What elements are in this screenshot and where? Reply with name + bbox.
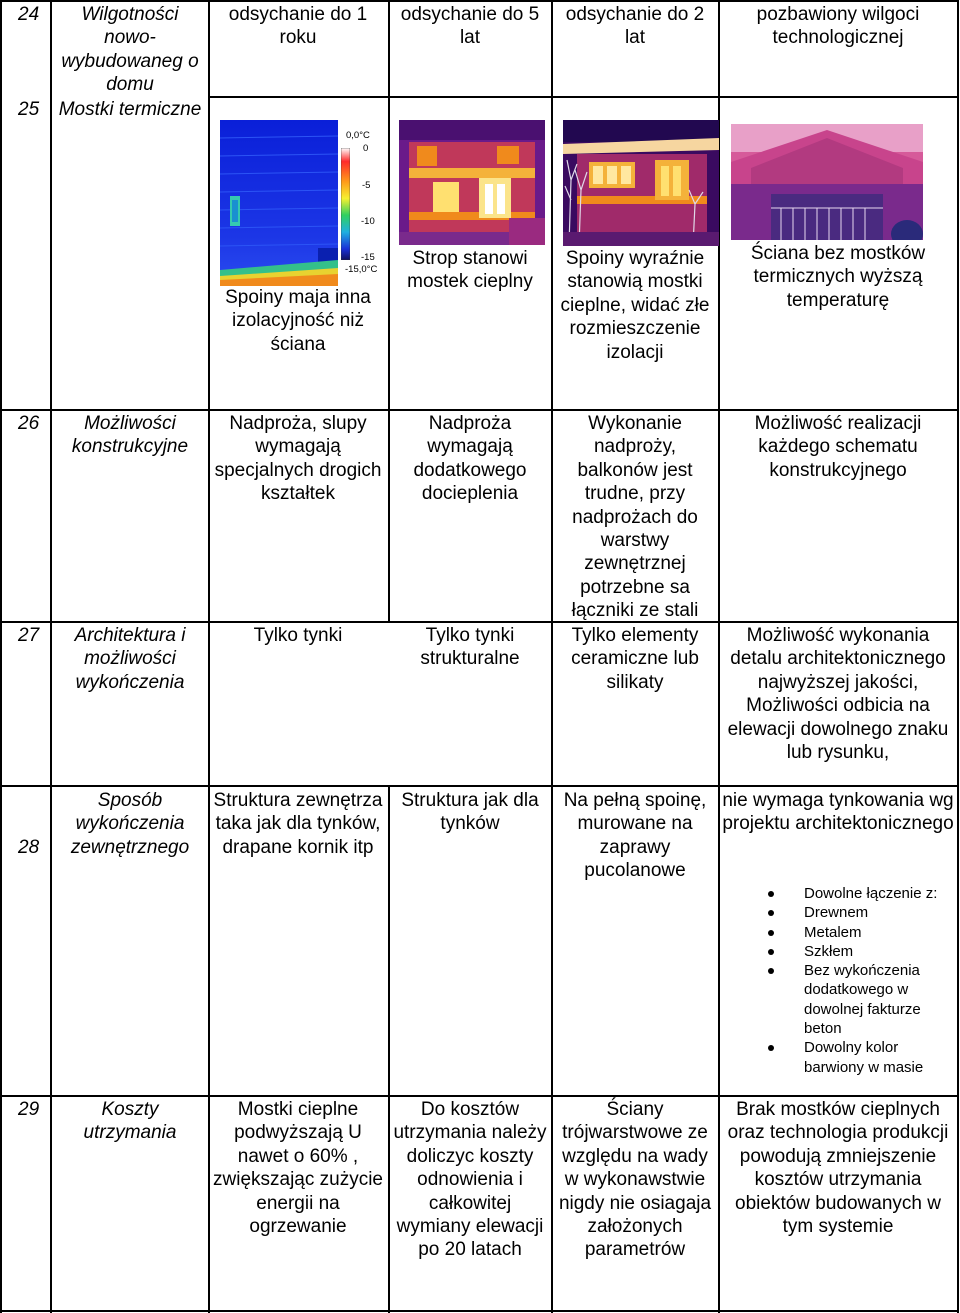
row26-col3: Wykonanie nadproży, balkonów jest trudne, przy nadprożach do warstwy zewnętrznej potrzebne sa łączniki ze stali — [571, 413, 699, 622]
row27-col3: Tylko elementy ceramiczne lub silikaty — [571, 625, 699, 693]
row-divider — [0, 621, 959, 623]
list-item: Szkłem — [764, 942, 944, 961]
row-number-24: 24 — [18, 4, 40, 25]
row28-col1: Struktura zewnętrza taka jak dla tynków, drapane kornik itp — [213, 790, 383, 858]
thermal-image-no-bridges — [731, 124, 923, 240]
scale-label-zero: 0 — [363, 143, 369, 154]
list-item: Dowolne łączenie z: — [764, 884, 944, 903]
column-divider — [551, 0, 553, 1313]
row29-col2: Do kosztów utrzymania należy doliczyc koszty odnowienia i całkowitej wymiany elewacji po 20 latach — [393, 1099, 547, 1261]
list-item: Dowolny kolor barwiony w masie — [764, 1038, 944, 1077]
row29-col4: Brak mostków cieplnych oraz technologia produkcji powodują zmniejszenie kosztów utrzymania obiektów budowanych w tym systemie — [727, 1099, 949, 1238]
row24-col4: pozbawiony wilgoci technologicznej — [756, 4, 920, 49]
thermal-image-cavity-wall — [563, 120, 719, 246]
row-topic-26: Możliwości konstrukcyjne — [71, 413, 189, 458]
scale-label-top: 0,0°C — [346, 130, 370, 141]
row-topic-27: Architektura i możliwości wykończenia — [74, 625, 186, 693]
row-topic-24: Wilgotności nowo-wybudowaneg o domu — [61, 4, 199, 96]
row28-col2: Struktura jak dla tynków — [401, 790, 539, 835]
thermal-image-ceiling-bridge — [399, 120, 545, 245]
row-topic-28: Sposób wykończenia zewnętrznego — [70, 790, 190, 858]
row26-col2: Nadproża wymagają dodatkowego docieplenia — [413, 413, 527, 505]
row-number-27: 27 — [18, 625, 40, 646]
list-item: Drewnem — [764, 903, 944, 922]
thermal-scale-bar — [341, 148, 350, 260]
finishing-options-list — [764, 884, 944, 1077]
table-border-bottom — [0, 1310, 959, 1312]
row25-col4: Ściana bez mostków termicznych wyższą temperaturę — [750, 243, 926, 311]
row25-col1: Spoiny maja inna izolacyjność niż ściana — [225, 287, 371, 355]
row-divider — [208, 96, 959, 98]
row25-col2: Strop stanowi mostek cieplny — [407, 248, 533, 293]
row-number-28: 28 — [18, 837, 40, 858]
row-divider — [0, 1095, 959, 1097]
row25-col3: Spoiny wyraźnie stanowią mostki cieplne, widać złe rozmieszczenie izolacji — [560, 248, 710, 363]
row-divider — [0, 785, 959, 787]
row-topic-29: Koszty utrzymania — [83, 1099, 177, 1144]
row24-col3: odsychanie do 2 lat — [565, 4, 705, 49]
row29-col3: Ściany trójwarstwowe ze względu na wady w wykonawstwie nigdy nie osiagaja założonych parametrów — [558, 1099, 712, 1261]
list-item: Bez wykończenia dodatkowego w dowolnej fakturze beton — [764, 961, 944, 1038]
row27-col4: Możliwość wykonania detalu architektonicznego najwyższej jakości, Możliwości odbicia na elewacji dowolnego znaku lub rysunku, — [727, 625, 949, 764]
column-divider — [208, 0, 210, 1313]
row26-col1: Nadproża, slupy wymagają specjalnych drogich kształtek — [214, 413, 382, 505]
row24-col1: odsychanie do 1 roku — [228, 4, 368, 49]
list-item: Metalem — [764, 923, 944, 942]
scale-label-minus5: -5 — [362, 180, 371, 191]
row27-col1: Tylko tynki — [253, 625, 343, 646]
row28-col4: nie wymaga tynkowania wg projektu architektonicznego — [722, 790, 954, 835]
row24-col2: odsychanie do 5 lat — [400, 4, 540, 49]
scale-label-bottom: -15,0°C — [345, 264, 378, 275]
row28-col3: Na pełną spoinę, murowane na zaprawy pucolanowe — [563, 790, 707, 882]
row-topic-25: Mostki termiczne — [58, 99, 202, 120]
row29-col1: Mostki cieplne podwyższają U nawet o 60% , zwiększając zużycie energii na ogrzewanie — [213, 1099, 383, 1238]
row-number-25: 25 — [18, 99, 40, 120]
scale-label-minus15: -15 — [361, 252, 375, 263]
column-divider — [50, 0, 52, 1313]
thermal-image-wall-joints — [220, 120, 338, 286]
column-divider — [388, 0, 390, 622]
row-divider — [0, 0, 959, 2]
row27-col2: Tylko tynki strukturalne — [420, 625, 520, 670]
scale-label-minus10: -10 — [361, 216, 375, 227]
row-divider — [0, 409, 959, 411]
table-border-right — [957, 0, 959, 1313]
row-number-29: 29 — [18, 1099, 40, 1120]
table-border-left — [0, 0, 2, 1313]
row-number-26: 26 — [18, 413, 40, 434]
column-divider — [388, 786, 390, 1313]
row26-col4: Możliwość realizacji każdego schematu konstrukcyjnego — [754, 413, 922, 481]
